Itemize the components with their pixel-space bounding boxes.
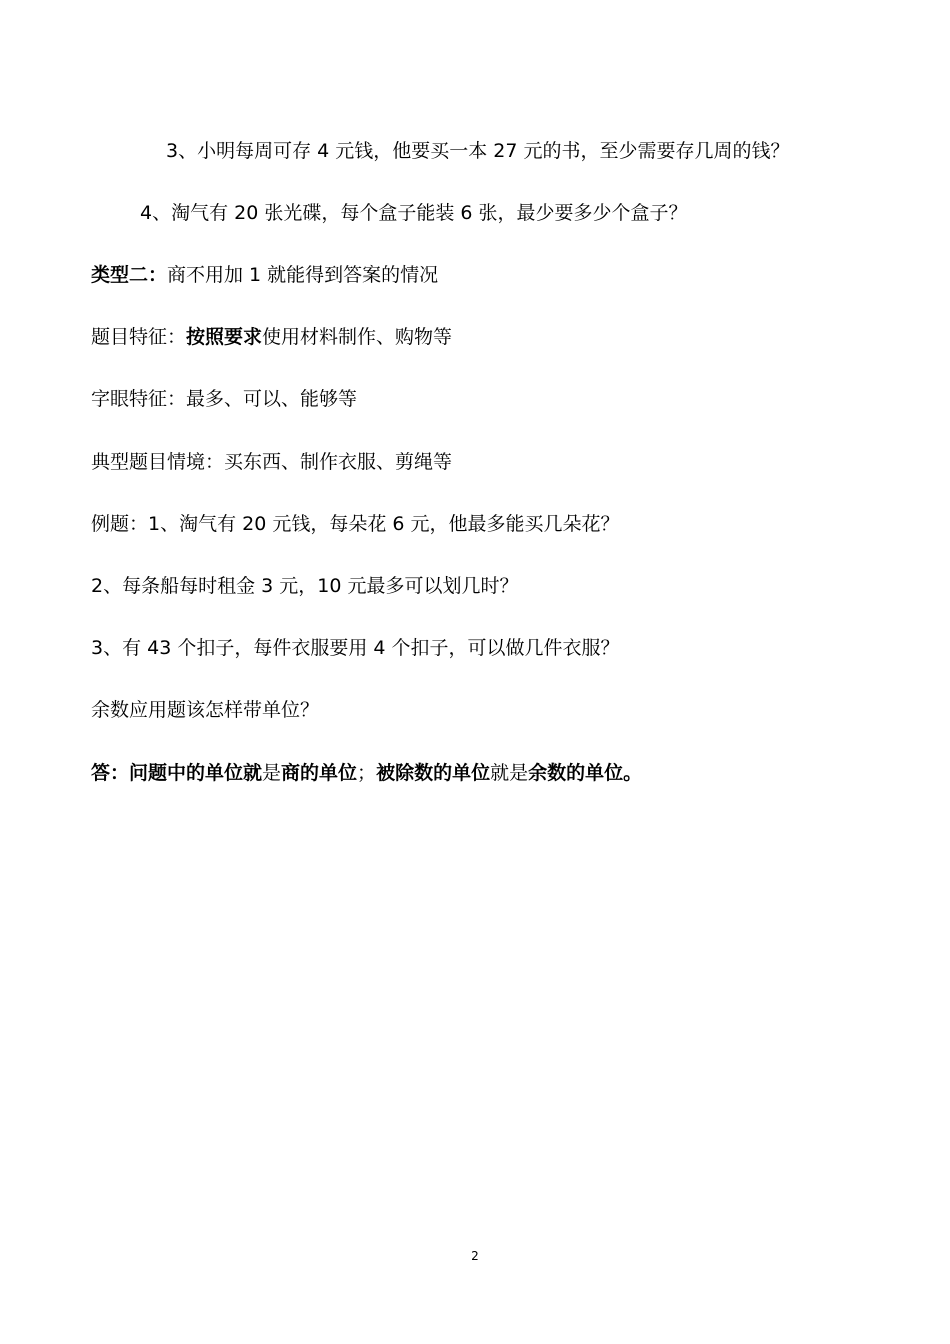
- unit-answer: [91, 760, 642, 786]
- answer-part-1: 答：问题中的单位就: [91, 762, 263, 784]
- type-two-text: 商不用加 1 就能得到答案的情况: [167, 264, 439, 286]
- keyword-feature: 字眼特征：最多、可以、能够等: [91, 388, 358, 410]
- typical-scenarios: 典型题目情境：买东西、制作衣服、剪绳等: [91, 451, 453, 473]
- answer-part-7: 余数的单位。: [528, 762, 643, 784]
- feature-text: 使用材料制作、购物等: [262, 326, 453, 348]
- unit-question: 余数应用题该怎样带单位？: [91, 699, 320, 721]
- question-4: 4、淘气有 20 张光碟，每个盒子能装 6 张，最少要多少个盒子？: [140, 202, 688, 224]
- question-3: 3、小明每周可存 4 元钱，他要买一本 27 元的书，至少需要存几周的钱？: [166, 140, 790, 162]
- answer-part-6: 就是: [490, 762, 529, 784]
- type-two-label: 类型二：: [91, 264, 168, 286]
- question-feature: [91, 324, 452, 350]
- answer-part-4: ；: [357, 762, 377, 784]
- type-two-heading: [91, 262, 438, 288]
- answer-part-3: 商的单位: [281, 762, 358, 784]
- page-number: 2: [471, 1249, 479, 1263]
- answer-part-2: 是: [262, 762, 282, 784]
- example-3: 3、有 43 个扣子，每件衣服要用 4 个扣子，可以做几件衣服？: [91, 637, 620, 659]
- feature-label: 题目特征：: [91, 326, 187, 348]
- example-1: 例题：1、淘气有 20 元钱，每朵花 6 元，他最多能买几朵花？: [91, 513, 620, 535]
- example-2: 2、每条船每时租金 3 元，10 元最多可以划几时？: [91, 575, 519, 597]
- feature-bold-text: 按照要求: [186, 326, 263, 348]
- answer-part-5: 被除数的单位: [376, 762, 491, 784]
